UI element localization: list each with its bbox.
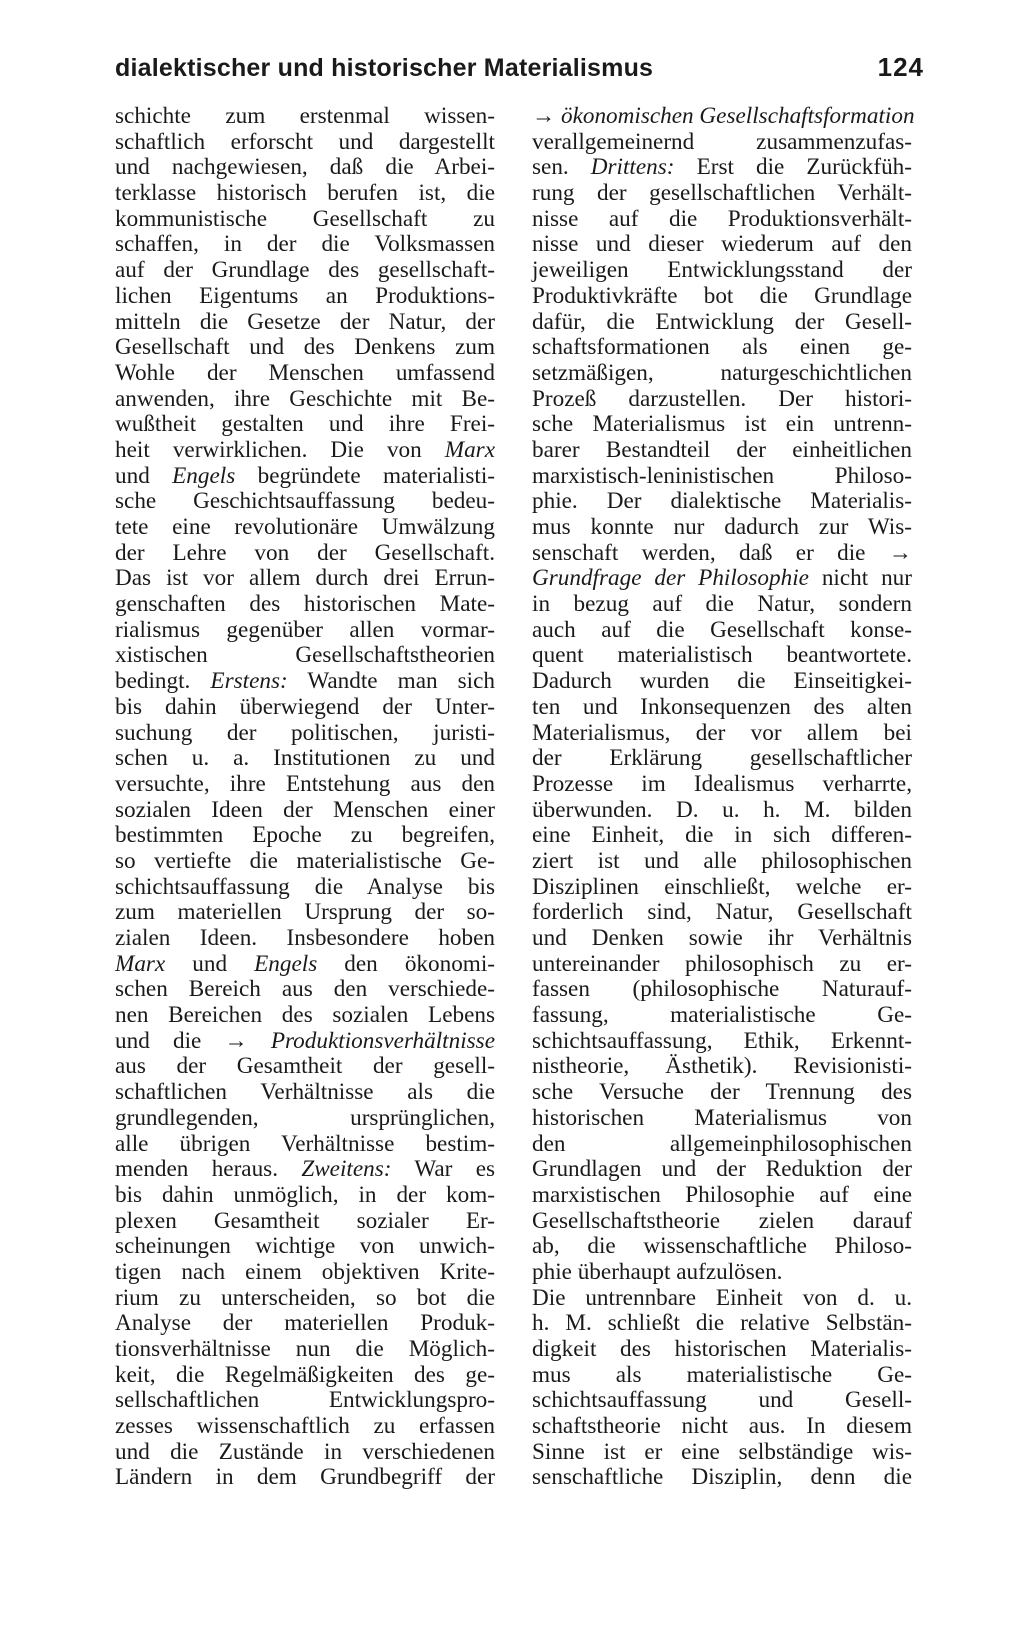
- line-text: fassung, materialistische Ge-: [532, 1002, 912, 1029]
- text-line: [115, 155, 495, 181]
- text-line: [532, 643, 912, 669]
- text-line: [115, 1234, 495, 1260]
- text-line: [115, 1311, 495, 1337]
- line-text: Wohle der Menschen umfassend: [115, 359, 495, 386]
- line-text: schaftlich erforscht und dargestellt: [115, 128, 495, 155]
- text-line: [115, 335, 495, 361]
- line-text: ten und Inkonsequenzen des alten: [532, 693, 912, 720]
- line-text: barer Bestandteil der einheitlichen: [532, 436, 912, 463]
- line-text: dafür, die Entwicklung der Gesell-: [532, 308, 912, 335]
- line-text: sche Versuche der Trennung des: [532, 1079, 912, 1106]
- line-text: sen.: [532, 154, 591, 181]
- text-line: [532, 1440, 912, 1466]
- text-line: [115, 772, 495, 798]
- line-text: quent materialistisch beantwortete.: [532, 642, 912, 669]
- line-text: sche Materialismus ist ein untrenn-: [532, 411, 912, 438]
- text-line: [115, 1414, 495, 1440]
- line-text: mus konnte nur dadurch zur Wis-: [532, 514, 912, 540]
- text-line: [532, 310, 912, 336]
- line-text: Gesellschaft und des Denkens zum: [115, 334, 495, 361]
- page-number: 124: [877, 52, 924, 82]
- text-line: [532, 1465, 912, 1491]
- line-text: versuchte, ihre Entstehung aus den: [115, 770, 495, 797]
- text-line: [115, 1157, 495, 1183]
- line-text: Disziplinen einschließt, welche er-: [532, 873, 912, 900]
- line-text: nisse auf die Produktionsverhält-: [532, 205, 912, 232]
- line-text: so vertiefte die materialistische Ge-: [115, 847, 495, 874]
- text-line: [532, 103, 915, 130]
- text-line: [115, 1132, 495, 1158]
- running-header: [115, 52, 924, 88]
- line-text: scheinungen wichtige von unwich-: [115, 1233, 495, 1260]
- text-line: [532, 412, 912, 438]
- italic-term: Engels: [172, 462, 236, 489]
- text-line: [115, 900, 495, 926]
- line-text: überwunden. D. u. h. M. bilden: [532, 796, 912, 823]
- line-text: bestimmten Epoche zu begreifen,: [115, 822, 495, 849]
- line-text: marxistisch-leninistischen Philoso-: [532, 462, 912, 489]
- line-text: phie überhaupt aufzulösen.: [532, 1258, 783, 1285]
- text-line: [532, 618, 912, 644]
- text-line: [115, 1465, 495, 1491]
- line-text: Grundlagen und der Reduktion der: [532, 1156, 912, 1183]
- text-line: [115, 130, 495, 156]
- text-line: [532, 1029, 912, 1055]
- text-line: [532, 207, 912, 233]
- line-text: keit, die Regelmäßigkeiten des ge-: [115, 1361, 495, 1388]
- text-line: [115, 1106, 495, 1132]
- line-text: xistischen Gesellschaftstheorien: [115, 642, 495, 669]
- line-text: Gesellschaftstheorie zielen darauf: [532, 1207, 912, 1234]
- line-text: schichtsauffassung und Gesell-: [532, 1387, 912, 1414]
- text-line: [115, 387, 495, 413]
- line-text: digkeit des historischen Materialis-: [532, 1336, 912, 1362]
- text-line: [115, 952, 495, 978]
- text-line: [115, 181, 495, 207]
- text-line: [532, 566, 912, 592]
- text-line: [115, 1003, 495, 1029]
- line-text: in bezug auf die Natur, sondern: [532, 591, 912, 618]
- text-line: [115, 258, 495, 284]
- text-line: [115, 643, 495, 669]
- line-text: jeweiligen Entwicklungsstand der: [532, 257, 912, 284]
- line-text: schichtsauffassung, Ethik, Erkennt-: [532, 1027, 912, 1054]
- text-line: [532, 1157, 912, 1183]
- text-line: [115, 592, 495, 618]
- line-text: bedingt.: [115, 668, 211, 695]
- line-text: der Lehre von der Gesellschaft.: [115, 539, 495, 566]
- text-line: [115, 746, 495, 772]
- line-text: nicht nur: [808, 565, 912, 592]
- line-text: sellschaftlichen Entwicklungspro-: [115, 1387, 495, 1414]
- line-text: Prozeß darzustellen. Der histori-: [532, 385, 912, 412]
- text-line: [115, 1286, 495, 1312]
- line-text: Sinne ist er eine selbständige wis-: [532, 1438, 912, 1465]
- italic-term: Grundfrage der Philosophie: [532, 565, 809, 592]
- line-text: verallgemeinernd zusammenzufas-: [532, 128, 912, 155]
- text-line: [532, 1080, 912, 1106]
- text-line: [532, 977, 912, 1003]
- line-text: rialismus gegenüber allen vormar-: [115, 616, 495, 643]
- line-text: rium zu unterscheiden, so bot die: [115, 1284, 495, 1311]
- italic-term: ökonomischen Gesellschaftsformation: [560, 103, 915, 129]
- line-text: schaftsformationen als einen ge-: [532, 334, 912, 361]
- text-line: [532, 798, 912, 824]
- line-text: auch auf die Gesellschaft konse-: [532, 616, 912, 643]
- italic-term: Drittens:: [590, 154, 675, 181]
- text-line: [115, 104, 495, 130]
- text-line: [532, 541, 912, 567]
- line-text: senschaftliche Disziplin, denn die: [532, 1464, 912, 1491]
- text-line: [115, 515, 495, 541]
- text-line: [115, 1183, 495, 1209]
- line-text: lichen Eigentums an Produktions-: [115, 282, 495, 309]
- line-text: zesses wissenschaftlich zu erfassen: [115, 1413, 495, 1440]
- line-text: den ökonomi-: [317, 950, 495, 977]
- line-text: nen Bereichen des sozialen Lebens: [115, 1002, 495, 1029]
- line-text: sche Geschichtsauffassung bedeu-: [115, 488, 495, 515]
- italic-term: Marx: [115, 950, 166, 977]
- text-line: [115, 926, 495, 952]
- line-text: schichtsauffassung die Analyse bis: [115, 873, 495, 900]
- line-text: wußtheit gestalten und ihre Frei-: [115, 411, 495, 438]
- text-line: [532, 181, 912, 207]
- line-text: aus der Gesamtheit der gesell-: [115, 1053, 495, 1080]
- line-text: marxistischen Philosophie auf eine: [532, 1181, 912, 1208]
- line-text: und die →: [115, 1027, 271, 1054]
- text-line: [532, 130, 912, 156]
- line-text: Das ist vor allem durch drei Errun-: [115, 565, 495, 592]
- text-line: [532, 1286, 912, 1312]
- text-line: [115, 1029, 495, 1055]
- line-text: sozialen Ideen der Menschen einer: [115, 796, 495, 823]
- text-line: [532, 823, 912, 849]
- line-text: setzmäßigen, naturgeschichtlichen: [532, 359, 912, 386]
- text-line: [532, 1132, 912, 1158]
- text-line: [532, 1388, 912, 1414]
- italic-term: Erstens:: [210, 668, 288, 695]
- text-line: [532, 721, 912, 747]
- text-line: [115, 618, 495, 644]
- line-text: Prozesse im Idealismus verharrte,: [532, 770, 912, 797]
- italic-term: Engels: [254, 950, 318, 977]
- line-text: bis dahin überwiegend der Unter-: [115, 693, 495, 720]
- text-line: [532, 875, 912, 901]
- line-text: Wandte man sich: [287, 668, 495, 695]
- text-line: [532, 952, 912, 978]
- text-line: [532, 335, 912, 361]
- text-line: [532, 695, 912, 721]
- line-text: grundlegenden, ursprünglichen,: [115, 1104, 495, 1131]
- text-line: [532, 258, 912, 284]
- line-text: alle übrigen Verhältnisse bestim-: [115, 1130, 495, 1157]
- text-line: [532, 284, 912, 310]
- line-text: menden heraus.: [115, 1156, 302, 1183]
- text-line: [115, 310, 495, 336]
- text-line: [532, 926, 912, 952]
- line-text: kommunistische Gesellschaft zu: [115, 205, 495, 232]
- text-line: [115, 977, 495, 1003]
- line-text: tigen nach einem objektiven Krite-: [115, 1258, 495, 1285]
- line-text: mus als materialistische Ge-: [532, 1361, 912, 1388]
- text-line: [115, 823, 495, 849]
- text-line: [115, 849, 495, 875]
- line-text: schichte zum erstenmal wissen-: [115, 103, 495, 129]
- line-text: Analyse der materiellen Produk-: [115, 1310, 495, 1337]
- text-line: [115, 438, 495, 464]
- text-line: [532, 900, 912, 926]
- text-line: [115, 541, 495, 567]
- line-text: mitteln die Gesetze der Natur, der: [115, 308, 495, 335]
- text-line: [532, 155, 912, 181]
- line-text: auf der Grundlage des gesellschaft-: [115, 257, 495, 284]
- text-line: [532, 669, 912, 695]
- text-line: [115, 207, 495, 233]
- text-line: [115, 721, 495, 747]
- text-line: [115, 464, 495, 490]
- text-line: [115, 695, 495, 721]
- text-line: [532, 1054, 912, 1080]
- text-line: [115, 361, 495, 387]
- text-line: [115, 566, 495, 592]
- text-line: [115, 1388, 495, 1414]
- line-text: Ländern in dem Grundbegriff der: [115, 1464, 495, 1491]
- line-text: schen u. a. Institutionen zu und: [115, 745, 495, 772]
- text-line: [532, 464, 912, 490]
- line-text: genschaften des historischen Mate-: [115, 591, 495, 618]
- text-line: [532, 1260, 912, 1286]
- text-line: [532, 1106, 912, 1132]
- line-text: der Erklärung gesellschaftlicher: [532, 745, 912, 772]
- text-line: [532, 1003, 912, 1029]
- text-line: [532, 772, 912, 798]
- line-text: War es: [391, 1156, 496, 1183]
- text-line: [532, 232, 912, 258]
- line-text: schen Bereich aus den verschiede-: [115, 976, 495, 1003]
- line-text: zum materiellen Ursprung der so-: [115, 899, 495, 926]
- line-text: schaffen, in der die Volksmassen: [115, 231, 495, 258]
- text-line: [532, 489, 912, 515]
- line-text: rung der gesellschaftlichen Verhält-: [532, 180, 912, 207]
- text-line: [532, 361, 912, 387]
- line-text: zialen Ideen. Insbesondere hoben: [115, 925, 495, 951]
- line-text: eine Einheit, die in sich differen-: [532, 822, 912, 849]
- text-line: [115, 1054, 495, 1080]
- text-line: [115, 284, 495, 310]
- line-text: senschaft werden, daß er die →: [532, 539, 912, 566]
- left-column: [115, 104, 495, 1491]
- line-text: schaftlichen Verhältnisse als die: [115, 1079, 495, 1106]
- text-line: [532, 515, 912, 541]
- line-text: terklasse historisch berufen ist, die: [115, 180, 495, 207]
- right-column: [532, 103, 915, 1491]
- text-line: [115, 669, 495, 695]
- italic-term: Marx: [444, 436, 495, 463]
- text-line: [532, 438, 912, 464]
- text-line: [532, 1234, 912, 1260]
- text-line: [532, 387, 912, 413]
- line-text: untereinander philosophisch zu er-: [532, 950, 912, 977]
- text-line: [115, 1080, 495, 1106]
- line-text: und: [165, 950, 255, 977]
- italic-term: Zweitens:: [301, 1156, 392, 1183]
- line-text: suchung der politischen, juristi-: [115, 719, 495, 746]
- line-text: Erst die Zurückfüh-: [674, 154, 912, 181]
- line-text: fassen (philosophische Naturauf-: [532, 976, 912, 1003]
- text-line: [532, 1414, 912, 1440]
- line-text: Produktivkräfte bot die Grundlage: [532, 282, 912, 309]
- line-text: Die untrennbare Einheit von d. u.: [532, 1284, 912, 1311]
- text-line: [115, 798, 495, 824]
- line-text: nistheorie, Ästhetik). Revisionisti-: [532, 1053, 912, 1080]
- line-text: tete eine revolutionäre Umwälzung: [115, 514, 495, 540]
- line-text: ziert ist und alle philosophischen: [532, 847, 912, 874]
- text-line: [532, 746, 912, 772]
- line-text: ab, die wissenschaftliche Philoso-: [532, 1233, 912, 1260]
- line-text: h. M. schließt die relative Selbstän-: [532, 1310, 912, 1337]
- text-line: [532, 1183, 912, 1209]
- line-text: forderlich sind, Natur, Gesellschaft: [532, 899, 912, 926]
- text-line: [115, 875, 495, 901]
- line-text: schaftstheorie nicht aus. In diesem: [532, 1413, 912, 1440]
- line-text: phie. Der dialektische Materialis-: [532, 488, 912, 515]
- italic-term: Produktionsverhältnisse: [270, 1027, 495, 1054]
- text-line: [532, 1311, 912, 1337]
- line-text: begründete materialisti-: [235, 462, 495, 489]
- text-line: [532, 849, 912, 875]
- running-title: dialektischer und historischer Materialismus: [115, 54, 654, 82]
- line-text: und Denken sowie ihr Verhältnis: [532, 925, 912, 951]
- line-text: tionsverhältnisse nun die Möglich-: [115, 1336, 495, 1362]
- line-text: anwenden, ihre Geschichte mit Be-: [115, 385, 495, 412]
- text-line: [532, 1209, 912, 1235]
- line-text: den allgemeinphilosophischen: [532, 1130, 912, 1157]
- text-line: [115, 232, 495, 258]
- line-text: und nachgewiesen, daß die Arbei-: [115, 154, 495, 181]
- line-text: historischen Materialismus von: [532, 1104, 912, 1131]
- line-text: nisse und dieser wiederum auf den: [532, 231, 912, 258]
- text-line: [115, 1209, 495, 1235]
- text-line: [115, 412, 495, 438]
- line-text: Materialismus, der vor allem bei: [532, 719, 912, 746]
- text-line: [115, 1363, 495, 1389]
- text-line: [532, 1337, 912, 1363]
- line-text: plexen Gesamtheit sozialer Er-: [115, 1207, 495, 1234]
- line-text: heit verwirklichen. Die von: [115, 436, 445, 463]
- text-line: [532, 1363, 912, 1389]
- text-line: [115, 1440, 495, 1466]
- text-line: [115, 489, 495, 515]
- line-text: →: [532, 103, 561, 129]
- line-text: und: [115, 462, 173, 489]
- line-text: und die Zustände in verschiedenen: [115, 1438, 495, 1465]
- line-text: Dadurch wurden die Einseitigkei-: [532, 668, 912, 695]
- text-line: [532, 592, 912, 618]
- text-line: [115, 1260, 495, 1286]
- line-text: bis dahin unmöglich, in der kom-: [115, 1181, 495, 1208]
- text-line: [115, 1337, 495, 1363]
